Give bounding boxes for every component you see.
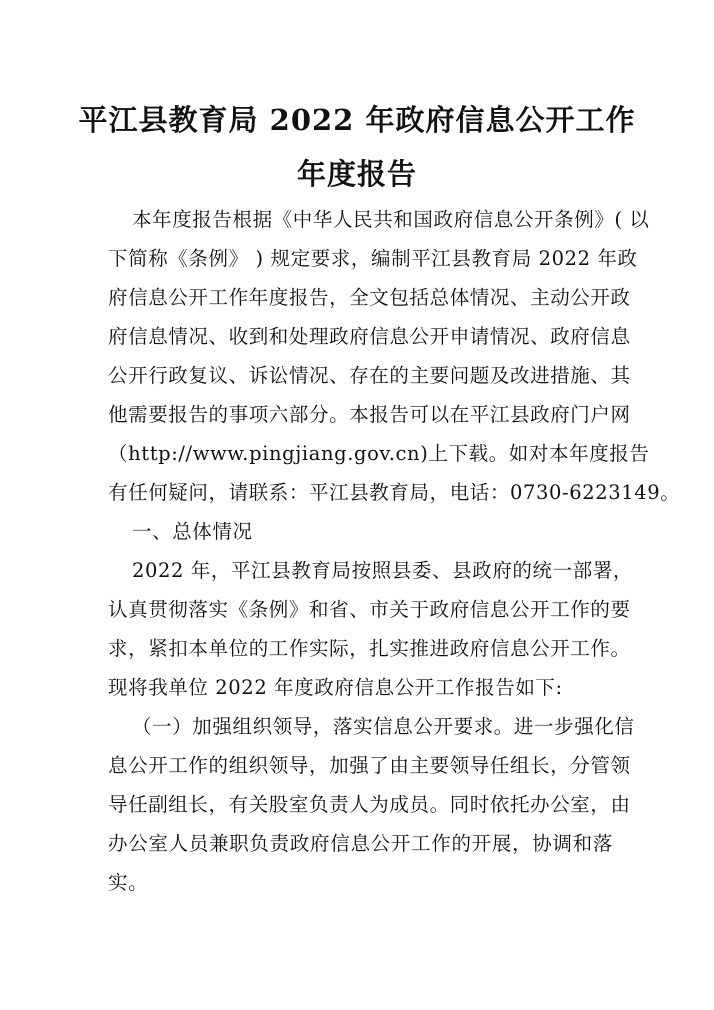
paragraph-line: 现将我单位 2022 年度政府信息公开工作报告如下: bbox=[108, 676, 563, 699]
paragraph-line: 本年度报告根据《中华人民共和国政府信息公开条例》( 以 bbox=[132, 208, 650, 231]
paragraph-line: 办公室人员兼职负责政府信息公开工作的开展，协调和落 bbox=[108, 832, 613, 855]
paragraph-line: 府信息情况、收到和处理政府信息公开申请情况、政府信息 bbox=[108, 325, 631, 348]
paragraph-line: 导任副组长，有关股室负责人为成员。同时依托办公室，由 bbox=[108, 793, 631, 816]
paragraph-line: 求，紧扣本单位的工作实际，扎实推进政府信息公开工作。 bbox=[108, 637, 631, 660]
paragraph-line: 息公开工作的组织领导，加强了由主要领导任组长，分管领 bbox=[108, 754, 631, 777]
report-title-line-1: 平江县教育局 2022 年政府信息公开工作 bbox=[78, 103, 636, 137]
paragraph-line: 下简称《条例》 ) 规定要求，编制平江县教育局 2022 年政 bbox=[108, 247, 638, 270]
paragraph-line: 府信息公开工作年度报告，全文包括总体情况、主动公开政 bbox=[108, 286, 631, 309]
paragraph-line: 2022 年，平江县教育局按照县委、县政府的统一部署， bbox=[132, 559, 634, 582]
paragraph-line: （http://www.pingjiang.gov.cn)上下载。如对本年度报告 bbox=[108, 442, 650, 465]
paragraph-line: （一）加强组织领导，落实信息公开要求。进一步强化信 bbox=[132, 715, 635, 738]
paragraph-line: 有任何疑问，请联系：平江县教育局，电话：0730-6223149。 bbox=[108, 481, 681, 504]
section-heading: 一、总体情况 bbox=[132, 520, 253, 543]
paragraph-line: 认真贯彻落实《条例》和省、市关于政府信息公开工作的要 bbox=[108, 598, 631, 621]
paragraph-line: 实。 bbox=[108, 871, 149, 894]
report-title-line-2: 年度报告 bbox=[296, 157, 417, 191]
paragraph-line: 公开行政复议、诉讼情况、存在的主要问题及改进措施、其 bbox=[108, 364, 631, 387]
paragraph-line: 他需要报告的事项六部分。本报告可以在平江县政府门户网 bbox=[108, 403, 631, 426]
